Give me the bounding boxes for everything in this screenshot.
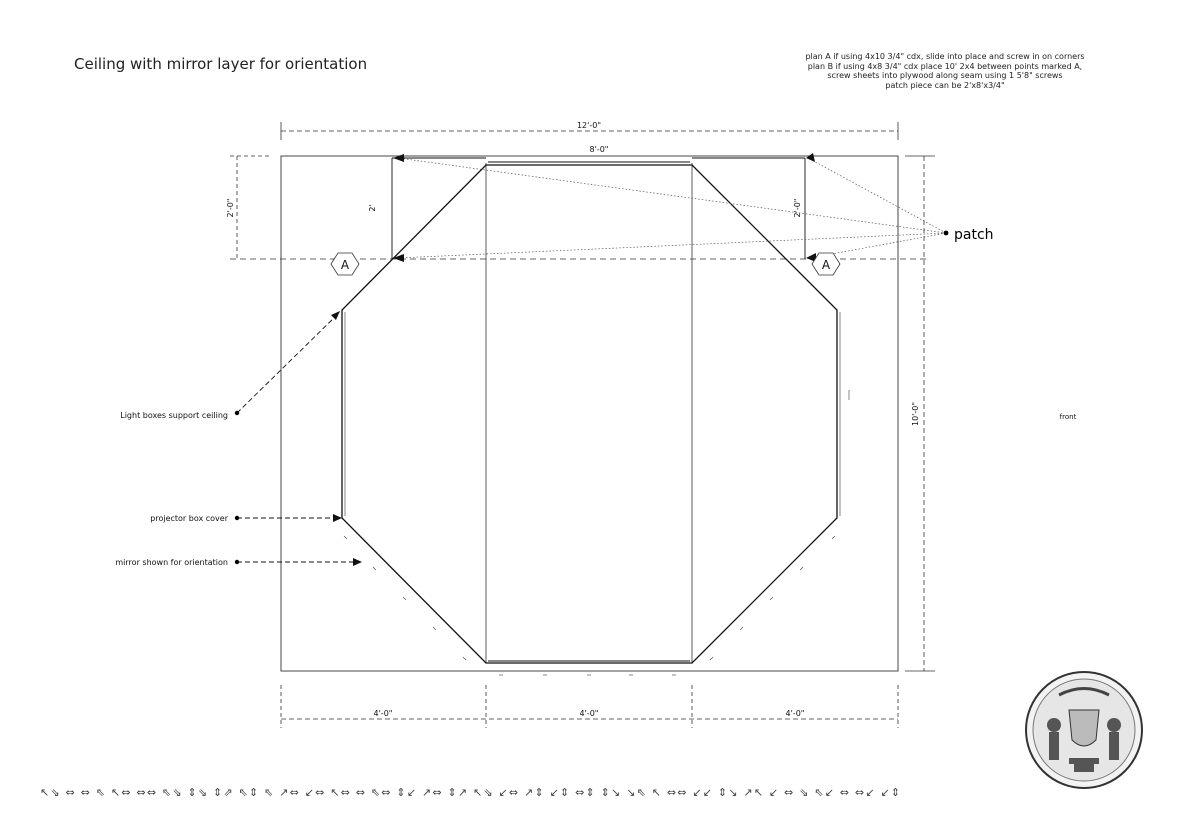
decorative-seal	[1024, 670, 1144, 790]
note-line: plan A if using 4x10 3/4" cdx, slide into place and screw in on corners	[805, 52, 1085, 61]
dim-left-inner-height: 2'	[368, 204, 377, 212]
arrow-head	[393, 254, 404, 262]
footer-glyphs: ↖⇘ ⇔ ⇔ ⇖ ↖⇔ ⇔⇔ ⇖⇘ ⇕⇘ ⇕⇗ ⇖⇕ ⇖ ↗⇔ ↙⇔ ↖⇔ ⇔ ⇖⇔ ⇕↙ ↗⇔ ⇕↗ ↖⇘ ↙⇔ ↗⇕ ↙⇕ ⇔⇕ ⇕↘ ↘⇖ ↖ ⇔⇔ ↙↙ ⇕↘ ↗↖ ↙ ⇔ ⇘ ⇖↙ ⇔ ⇔↙ ↙⇕	[40, 786, 902, 799]
arrow-head	[353, 558, 362, 566]
light-boxes-label: Light boxes support ceiling	[120, 411, 228, 420]
dim-bottom-right: 4'-0"	[785, 709, 805, 718]
mirror-label: mirror shown for orientation	[115, 558, 228, 567]
dim-right-inner-height: 2'-0"	[793, 198, 802, 218]
patch-label: patch	[954, 227, 994, 243]
arrow-head	[806, 153, 815, 162]
dim-bottom-center: 4'-0"	[579, 709, 599, 718]
note-line: patch piece can be 2'x8'x3/4"	[885, 80, 1005, 90]
patch-leader	[398, 158, 946, 233]
dim-overall-width: 12'-0"	[576, 121, 602, 130]
patch-leader	[398, 233, 946, 258]
arrow-head	[333, 514, 342, 522]
page-title: Ceiling with mirror layer for orientation	[74, 55, 368, 73]
dim-top-opening: 8'-0"	[589, 145, 609, 154]
front-label: front	[1059, 413, 1077, 421]
marker-a-right-label: A	[821, 258, 831, 272]
mirror-ticks	[344, 390, 849, 675]
marker-a-left-label: A	[340, 258, 350, 272]
note-line: plan B if using 4x8 3/4" cdx place 10' 2x4 between points marked A,	[807, 61, 1083, 71]
dim-left-height: 2'-0"	[226, 198, 235, 218]
dim-overall-depth: 10'-0"	[911, 401, 920, 427]
light-boxes-leader	[237, 312, 340, 413]
arrow-head	[393, 154, 404, 162]
projector-box-label: projector box cover	[150, 514, 228, 523]
dim-bottom-left: 4'-0"	[373, 709, 393, 718]
footer-glyph-strip	[40, 784, 1155, 800]
patch-dot	[944, 231, 949, 236]
patch-leader	[808, 158, 946, 233]
octagon-ceiling	[342, 165, 837, 663]
note-line: screw sheets into plywood along seam using 1 5'8" screws	[827, 71, 1063, 80]
arrow-head	[331, 311, 340, 320]
